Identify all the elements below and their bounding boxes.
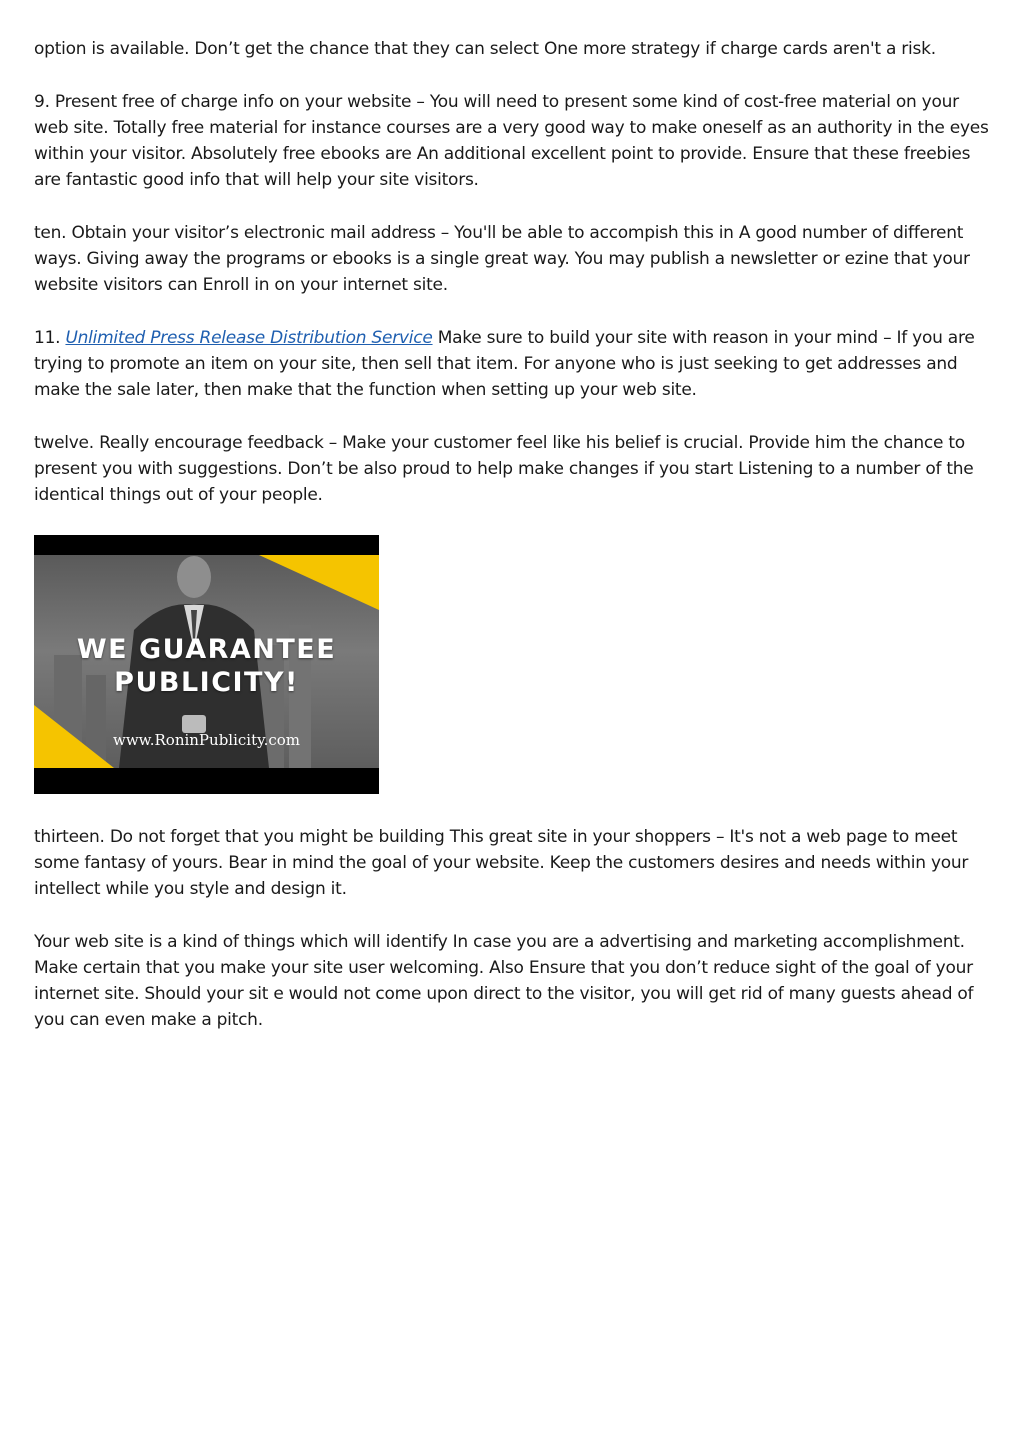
publicity-banner-image [34, 535, 379, 794]
tip-11-text: Make sure to build your site with reason in your mind – If you are trying to promote an item on your site, then sell that item. For anyone who is just seeking to get addresses and make the sale later, then make that the function when setting up your web site. [34, 328, 975, 400]
banner-url: www.RoninPublicity.com [112, 731, 301, 749]
article-body [34, 36, 990, 1060]
paragraph-tip-10: ten. Obtain your visitor’s electronic mail address – You'll be able to accompish this in A good number of different ways. Giving away the programs or ebooks is a single great way. You may publish a newsletter or ezine that your website visitors can Enroll in on your internet site. [34, 223, 970, 295]
paragraph-tip-12: twelve. Really encourage feedback – Make your customer feel like his belief is crucial. Provide him the chance to present you with suggestions. Don’t be also proud to help make changes if you start Listening to a number of the identical things out of your people. [34, 433, 974, 505]
tip-11-number: 11. [34, 328, 66, 348]
paragraph-conclusion: Your web site is a kind of things which will identify In case you are a advertising and marketing accomplishment. Make certain that you make your site user welcoming. Also Ensure that you don’t reduce sight of the goal of your internet site. Should your sit e would not come upon direct to the visitor, you will get rid of many guests ahead of you can even make a pitch. [34, 932, 974, 1030]
paragraph-tip-9: 9. Present free of charge info on your website – You will need to present some kind of cost-free material on your web site. Totally free material for instance courses are a very good way to make oneself as an authority in the eyes within your visitor. Absolutely free ebooks are An additional excellent point to provide. Ensure that these freebies are fantastic good info that will help your site visitors. [34, 92, 989, 190]
paragraph-intro: option is available. Don’t get the chance that they can select One more strategy if charge cards aren't a risk. [34, 39, 936, 59]
banner-headline: WE GUARANTEE PUBLICITY! [76, 634, 337, 698]
paragraph-tip-11 [34, 325, 990, 403]
paragraph-tip-13: thirteen. Do not forget that you might be building This great site in your shoppers – It's not a web page to meet some fantasy of yours. Bear in mind the goal of your website. Keep the customers desires and needs within your intellect while you style and design it. [34, 827, 969, 899]
press-release-link[interactable]: Unlimited Press Release Distribution Service [65, 328, 433, 348]
